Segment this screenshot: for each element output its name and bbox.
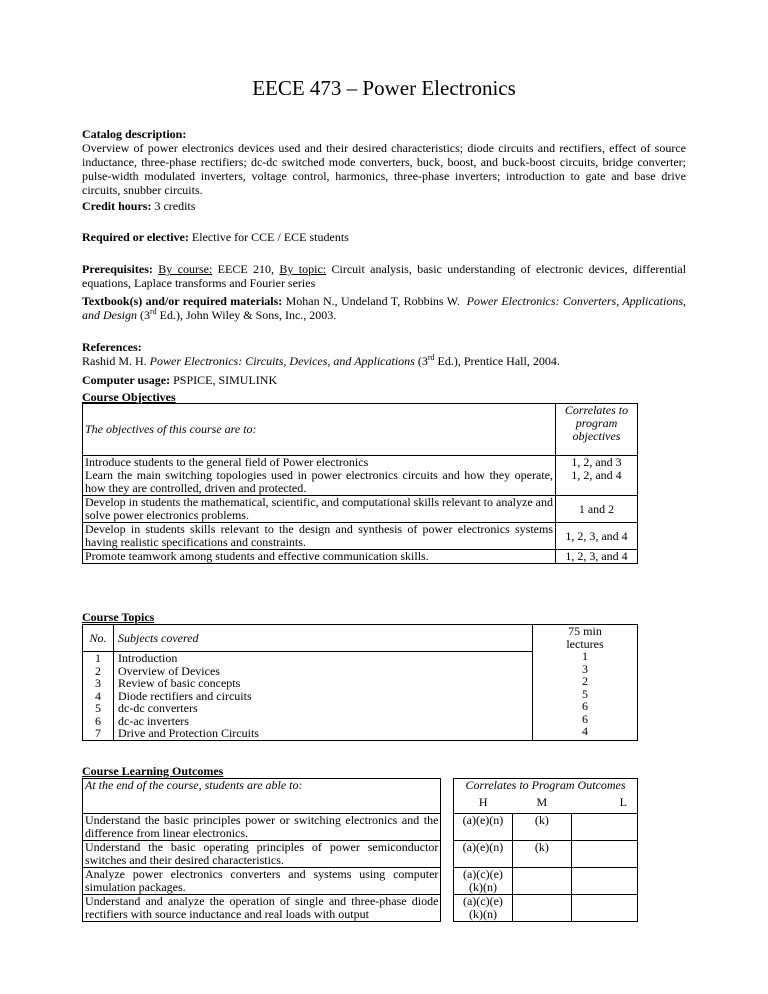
- objective-text: Develop in students the mathematical, scientific, and computational skills relevant to analyze and solve power electronics problems.: [83, 496, 556, 523]
- catalog-label: Catalog description:: [82, 127, 187, 141]
- topics-col-lectures: 75 min lectures: [566, 624, 604, 651]
- credit-value: 3 credits: [154, 199, 196, 213]
- objective-text: Promote teamwork among students and effective communication skills.: [83, 550, 556, 564]
- prereq-by-course: EECE 210,: [217, 262, 275, 276]
- objective-corr: 1, 2, and 3: [556, 456, 638, 470]
- references-edition-sup: rd: [427, 353, 435, 362]
- outcome-text: Understand the basic operating principles of power semiconductor switches and their desired characteristics.: [83, 841, 441, 868]
- topic-no: 3: [83, 677, 114, 690]
- prereq-label: Prerequisites:: [82, 262, 153, 276]
- prerequisites: [82, 262, 686, 290]
- outcomes-col-h: H: [454, 796, 513, 814]
- textbook-authors: Mohan N., Undeland T, Robbins W.: [285, 294, 460, 308]
- objectives-heading: Course Objectives: [82, 390, 176, 404]
- outcome-l: [571, 814, 637, 841]
- topic-no: 6: [83, 715, 114, 728]
- references-authors: Rashid M. H.: [82, 354, 147, 368]
- outcomes-col-l: L: [571, 796, 637, 814]
- objectives-intro: The objectives of this course are to:: [83, 404, 556, 456]
- objective-corr: 1, 2, 3, and 4: [556, 550, 638, 564]
- textbook-edition-sup: rd: [150, 307, 157, 316]
- outcome-m: (k): [512, 814, 571, 841]
- outcomes-col-header: Correlates to Program Outcomes: [454, 779, 638, 797]
- references-publisher: Ed.), Prentice Hall, 2004.: [437, 354, 560, 368]
- objective-corr: 1, 2, 3, and 4: [556, 523, 638, 550]
- topic-lectures: 2: [582, 674, 588, 688]
- references-label: References:: [82, 340, 142, 354]
- topic-no: 2: [83, 665, 114, 678]
- outcome-h: (a)(e)(n): [454, 841, 513, 868]
- topic-no: 1: [83, 652, 114, 665]
- required-elective: [82, 230, 686, 244]
- objective-text: Introduce students to the general field of Power electronics: [83, 456, 556, 470]
- outcome-h: (a)(c)(e) (k)(n): [454, 895, 513, 922]
- credit-label: Credit hours:: [82, 199, 152, 213]
- topic-lectures: 6: [582, 711, 588, 726]
- topic-subject: dc-dc converters: [118, 701, 198, 715]
- topic-subject: Diode rectifiers and circuits: [118, 688, 252, 703]
- outcome-l: [571, 841, 637, 868]
- outcomes-intro: At the end of the course, students are able to:: [83, 779, 441, 814]
- outcome-text: Understand the basic principles power or switching electronics and the difference from linear electronics.: [83, 814, 441, 841]
- outcome-m: [512, 868, 571, 895]
- textbook-title: Power Electronics: Converters, Applications, and Design: [82, 294, 687, 322]
- references-edition: (3: [417, 354, 428, 368]
- outcome-h: (a)(e)(n): [454, 814, 513, 841]
- topic-lectures: 5: [582, 686, 588, 701]
- topics-col-subjects: Subjects covered: [114, 625, 533, 652]
- objective-corr: 1, 2, and 4: [571, 468, 622, 482]
- outcome-m: (k): [512, 841, 571, 868]
- outcomes-table: [82, 778, 638, 922]
- textbook: [82, 294, 686, 322]
- topic-subject: Overview of Devices: [118, 663, 220, 678]
- outcome-text: Understand and analyze the operation of single and three-phase diode rectifiers with source inductance and real loads with output: [83, 895, 441, 922]
- topic-subject: dc-ac inverters: [118, 713, 189, 728]
- topic-no: 4: [83, 690, 114, 703]
- prereq-by-topic-label: By topic:: [279, 262, 327, 276]
- topic-no: 7: [83, 727, 114, 740]
- topics-table: [82, 624, 638, 741]
- computer-label: Computer usage:: [82, 373, 171, 387]
- objectives-table: [82, 403, 638, 564]
- topic-no: 5: [83, 702, 114, 715]
- catalog-description: [82, 127, 686, 197]
- topics-col-no: No.: [83, 625, 114, 652]
- outcome-h: (a)(c)(e) (k)(n): [454, 868, 513, 895]
- catalog-text: Overview of power electronics devices used and their desired characteristics; diode circuits and rectifiers, effect of source inductance, three-phase rectifiers; dc-dc switched mode converters, buck, boost, and buck-boost circuits, bridge converter; pulse-width modulated inverters, voltage control, harmonics, three-phase inverters; introduction to gate and base drive circuits, snubber circuits.: [82, 141, 686, 197]
- outcomes-col-m: M: [512, 796, 571, 814]
- topic-subject: Review of basic concepts: [118, 676, 241, 690]
- topic-lectures: 1: [582, 649, 588, 663]
- outcomes-heading: Course Learning Outcomes: [82, 764, 224, 778]
- textbook-publisher: Ed.), John Wiley & Sons, Inc., 2003.: [159, 308, 337, 322]
- topic-lectures: 4: [582, 724, 588, 738]
- objective-text: Develop in students skills relevant to the design and synthesis of power electronics systems having realistic specifications and constraints.: [83, 523, 556, 550]
- objectives-col-header: Correlates to program objectives: [564, 403, 629, 443]
- references: [82, 340, 686, 368]
- objective-text: Learn the main switching topologies used in power electronics circuits and how they operate, how they are controlled, driven and protected.: [83, 469, 556, 496]
- prereq-by-course-label: By course:: [158, 262, 213, 276]
- computer-value: PSPICE, SIMULINK: [173, 373, 278, 387]
- outcome-l: [571, 868, 637, 895]
- textbook-label: Textbook(s) and/or required materials:: [82, 294, 283, 308]
- page-title: EECE 473 – Power Electronics: [252, 76, 516, 100]
- credit-hours: [82, 199, 686, 213]
- outcome-m: [512, 895, 571, 922]
- objective-corr: 1 and 2: [556, 496, 638, 523]
- topic-subject: Drive and Protection Circuits: [114, 727, 533, 740]
- references-title: Power Electronics: Circuits, Devices, and Applications: [149, 354, 415, 368]
- outcome-text: Analyze power electronics converters and systems using computer simulation packages.: [83, 868, 441, 895]
- textbook-edition: (3: [140, 308, 150, 322]
- computer-usage: [82, 373, 686, 387]
- topic-lectures: 6: [582, 699, 588, 713]
- outcome-l: [571, 895, 637, 922]
- required-label: Required or elective:: [82, 230, 189, 244]
- topics-lectures-col: [533, 625, 638, 741]
- prereq-by-topic: Circuit analysis, basic understanding of electronic devices, differential equations, Laplace transforms and Fourier series: [82, 262, 687, 290]
- required-value: Elective for CCE / ECE students: [191, 230, 349, 244]
- topic-lectures: 3: [582, 661, 588, 676]
- topic-subject: Introduction: [118, 651, 178, 665]
- topics-heading: Course Topics: [82, 610, 155, 624]
